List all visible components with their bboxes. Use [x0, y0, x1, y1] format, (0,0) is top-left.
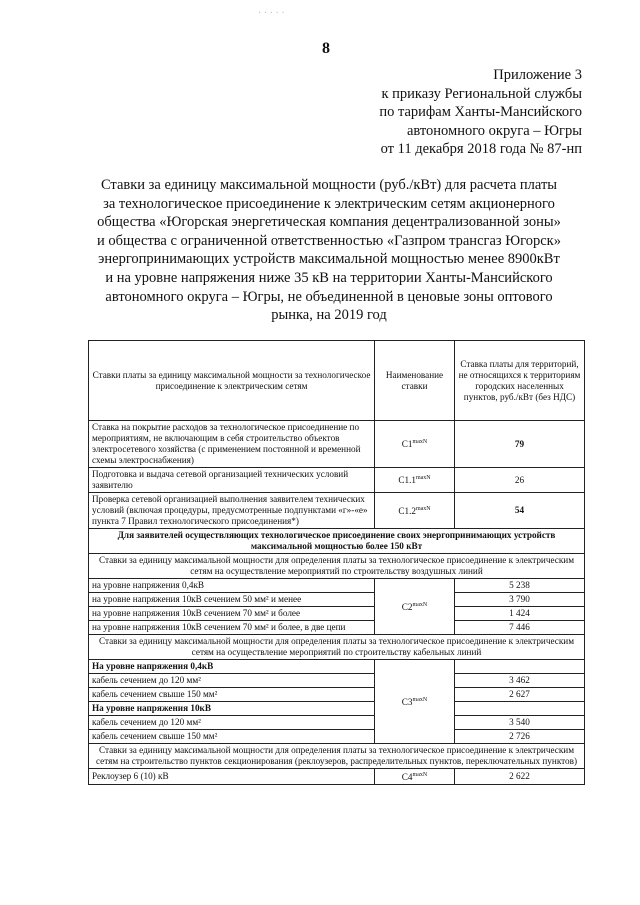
section-heading: Ставки за единицу максимальной мощности для определения платы за технологическое присоединение к электрическим сетям на осуществление мероприятий по строительству воздушных линий — [89, 554, 585, 579]
section-row — [89, 529, 585, 554]
empty-cell — [455, 702, 585, 716]
rate-value: 1 424 — [455, 607, 585, 621]
rate-value: 2 726 — [455, 730, 585, 744]
rate-value: 3 540 — [455, 716, 585, 730]
rate-value: 2 622 — [455, 769, 585, 785]
scan-marks: · · · · · — [258, 8, 285, 19]
empty-cell — [455, 660, 585, 674]
table-row — [89, 660, 585, 674]
appendix-line: к приказу Региональной службы — [381, 85, 582, 102]
row-text: кабель сечением свыше 150 мм² — [89, 688, 375, 702]
title-line: автономного округа – Югры, не объединенной в ценовые зоны оптового — [105, 288, 553, 305]
table-row — [89, 621, 585, 635]
row-subheading: На уровне напряжения 0,4кВ — [89, 660, 375, 674]
table-row — [89, 468, 585, 493]
rate-value: 54 — [455, 493, 585, 529]
appendix-line: автономного округа – Югры — [406, 122, 582, 139]
title-line: и общества с ограниченной ответственностью «Газпром трансгаз Югорск» — [97, 232, 561, 249]
rate-value: 26 — [455, 468, 585, 493]
title-line: Ставки за единицу максимальной мощности (руб./кВт) для расчета платы — [100, 177, 558, 193]
rate-value: 79 — [455, 421, 585, 468]
appendix-line: по тарифам Ханты-Мансийского — [379, 104, 582, 120]
rate-value: 2 627 — [455, 688, 585, 702]
rate-code: $C1.1^{maxN}$ — [375, 468, 455, 493]
section-row — [89, 744, 585, 769]
page-number: 8 — [322, 40, 330, 57]
rate-code: $C3^{maxN}$ — [375, 660, 455, 744]
rate-value: 5 238 — [455, 579, 585, 593]
title-line: рынка, на 2019 год — [271, 307, 387, 324]
table-row — [89, 730, 585, 744]
table-row — [89, 674, 585, 688]
rate-code: $C1.2^{maxN}$ — [375, 493, 455, 529]
rate-value: 7 446 — [455, 621, 585, 635]
row-text: кабель сечением свыше 150 мм² — [89, 730, 375, 744]
section-row — [89, 554, 585, 579]
row-text: Проверка сетевой организацией выполнения заявителем технических условий (включая процедуры, предусмотренные подпунктами «г»-«е» пункта 7 Правил технологического присоединения*) — [89, 493, 375, 529]
row-text: Реклоузер 6 (10) кВ — [89, 769, 375, 785]
table-row — [89, 688, 585, 702]
header-col-rate-value: Ставка платы для территорий, не относящихся к территориям городских населенных пунктов, руб./кВт (без НДС) — [455, 341, 585, 421]
table-row — [89, 593, 585, 607]
row-subheading: На уровне напряжения 10кВ — [89, 702, 375, 716]
appendix-line: от 11 декабря 2018 года № 87-нп — [380, 141, 582, 157]
rate-value: 3 462 — [455, 674, 585, 688]
section-heading: Для заявителей осуществляющих технологическое присоединение своих энергопринимающих устройств максимальной мощностью более 150 кВт — [89, 529, 585, 554]
row-text: Подготовка и выдача сетевой организацией технических условий заявителю — [89, 468, 375, 493]
rate-code: $C1^{maxN}$ — [375, 421, 455, 468]
table-row — [89, 579, 585, 593]
table-header-row — [89, 341, 585, 421]
table-row — [89, 493, 585, 529]
header-col-name: Наименование ставки — [375, 341, 455, 421]
rate-code: $C2^{maxN}$ — [375, 579, 455, 635]
table-row — [89, 421, 585, 468]
row-text: на уровне напряжения 10кВ сечением 50 мм² и менее — [89, 593, 375, 607]
appendix-block — [322, 66, 582, 159]
header-col-rates: Ставки платы за единицу максимальной мощности за технологическое присоединение к электрическим сетям — [89, 341, 375, 421]
row-text: кабель сечением до 120 мм² — [89, 674, 375, 688]
table-row — [89, 607, 585, 621]
row-text: Ставка на покрытие расходов за технологическое присоединение по мероприятиям, не включающим в себя строительство объектов электросетевого хозяйства (с применением постоянной и временной схемы электроснабжения) — [89, 421, 375, 468]
title-line: общества «Югорская энергетическая компания децентрализованной зоны» — [97, 214, 561, 231]
table-row — [89, 769, 585, 785]
row-text: кабель сечением до 120 мм² — [89, 716, 375, 730]
row-text: на уровне напряжения 0,4кВ — [89, 579, 375, 593]
section-heading: Ставки за единицу максимальной мощности для определения платы за технологическое присоединение к электрическим сетям на осуществление мероприятий по строительству кабельных линий — [89, 635, 585, 660]
title-line: за технологическое присоединение к электрическим сетям акционерного — [103, 195, 555, 212]
rate-code: $C4^{maxN}$ — [375, 769, 455, 785]
title-line: энергопринимающих устройств максимальной мощностью менее 8900кВт — [98, 251, 560, 268]
rate-value: 3 790 — [455, 593, 585, 607]
section-row — [89, 635, 585, 660]
row-text: на уровне напряжения 10кВ сечением 70 мм² и более — [89, 607, 375, 621]
table-row — [89, 716, 585, 730]
section-heading: Ставки за единицу максимальной мощности для определения платы за технологическое присоединение к электрическим сетям на строительство пунктов секционирования (реклоузеров, распределительных пунктов, переключательных пунктов) — [89, 744, 585, 769]
title-line: и на уровне напряжения ниже 35 кВ на территории Ханты-Мансийского — [105, 269, 553, 286]
appendix-line: Приложение 3 — [493, 67, 582, 83]
table-row — [89, 702, 585, 716]
document-title — [84, 176, 574, 325]
rates-table — [88, 340, 585, 785]
row-text: на уровне напряжения 10кВ сечением 70 мм² и более, в две цепи — [89, 621, 375, 635]
